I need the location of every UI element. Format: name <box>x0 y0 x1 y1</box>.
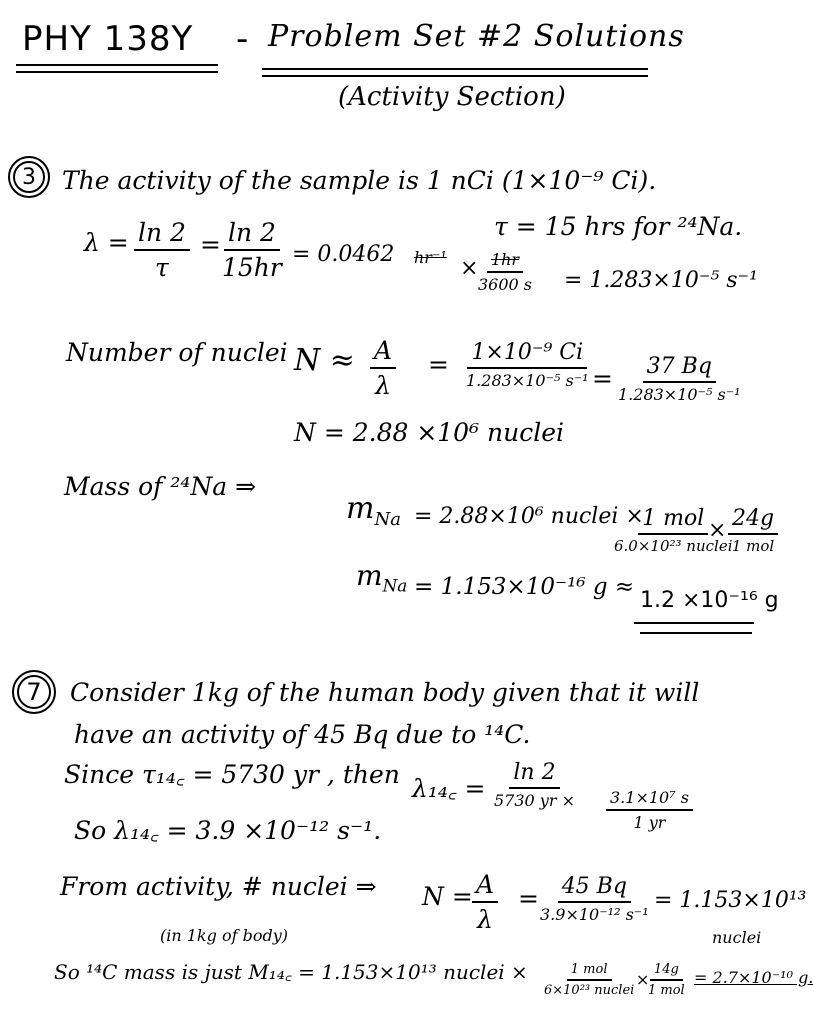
activity-over-lambda <box>466 340 589 390</box>
problem-3-number <box>8 156 50 198</box>
lambda-14c: λ₁₄꜀ = <box>412 774 486 803</box>
problem-7-number <box>12 670 56 714</box>
hour-to-seconds-fraction <box>478 250 532 294</box>
mass-label: Mass of ²⁴Na ⇒ <box>64 472 257 501</box>
equals-2: = <box>428 350 449 379</box>
m-na-result <box>356 559 408 596</box>
ln2-numerator-2: ln 2 <box>224 218 280 251</box>
mass-final-answer: 1.2 ×10⁻¹⁶ g <box>640 588 779 613</box>
since-tau: Since τ₁₄꜀ = 5730 yr , then <box>64 760 400 789</box>
problem-7-line-2: have an activity of 45 Bq due to ¹⁴C. <box>74 720 531 749</box>
ln2-numerator: ln 2 <box>134 218 190 251</box>
mass-value: = 1.153×10⁻¹⁶ g ≈ <box>414 574 635 600</box>
final-underline-1 <box>634 622 754 624</box>
lambda-symbol-2: λ <box>375 371 391 400</box>
activity-ci: 1×10⁻⁹ Ci <box>467 340 587 369</box>
course-underline-2 <box>16 71 218 73</box>
mass-expression: = 2.88×10⁶ nuclei × <box>414 504 644 529</box>
equals-7: = <box>518 884 539 913</box>
ln2-14c: ln 2 <box>509 760 559 789</box>
half-life-yr: 5730 yr × <box>494 791 575 810</box>
A-over-lambda <box>370 336 396 400</box>
carbon-mass-expression: So ¹⁴C mass is just M₁₄꜀ = 1.153×10¹³ nuclei × <box>54 960 528 984</box>
problem-7-line-1: Consider 1kg of the human body given that it will <box>70 678 700 707</box>
one-mol-7: 1 mol <box>567 962 612 981</box>
lambda-value-7: 3.9×10⁻¹² s⁻¹ <box>540 905 649 924</box>
N-equals: N = <box>422 882 473 911</box>
number-of-nuclei-label: Number of nuclei <box>66 338 288 367</box>
course-underline-1 <box>16 64 218 66</box>
avogadro-7: 6×10²³ nuclei <box>544 983 635 998</box>
page-title: Problem Set #2 Solutions <box>268 19 685 54</box>
one-year: 1 yr <box>633 813 666 832</box>
times-7: × <box>636 970 650 989</box>
lambda-fraction-2 <box>222 218 282 282</box>
A-symbol-7: A <box>472 870 498 903</box>
lambda-value-2: 1.283×10⁻⁵ s⁻¹ <box>618 385 741 404</box>
per-mol-7: 1 mol <box>648 983 685 998</box>
A-over-lambda-7 <box>472 870 498 934</box>
header-dash: - <box>236 19 250 59</box>
m-result-symbol: m <box>356 559 383 592</box>
problem-3-number-text: 3 <box>22 164 36 190</box>
lambda-symbol: λ = <box>84 228 129 257</box>
seconds-3600: 3600 s <box>478 275 533 294</box>
lambda-fraction-1 <box>134 218 190 282</box>
na-subscript: Na <box>374 509 401 530</box>
nuclei-result: = 1.153×10¹³ <box>654 888 807 913</box>
times-2: × <box>708 518 727 543</box>
lambda-14c-value: So λ₁₄꜀ = 3.9 ×10⁻¹² s⁻¹. <box>74 816 382 845</box>
N-approx: N ≈ <box>294 343 355 378</box>
nuclei-label: nuclei <box>712 928 762 947</box>
problem-7-number-text: 7 <box>26 678 42 706</box>
lambda-value-seconds: = 1.283×10⁻⁵ s⁻¹ <box>564 268 758 293</box>
A-symbol: A <box>370 336 396 369</box>
from-activity: From activity, # nuclei ⇒ <box>60 872 377 901</box>
24g: 24g <box>728 506 778 535</box>
m-na <box>346 491 401 530</box>
m-result-subscript: Na <box>382 575 408 596</box>
seconds-per-year <box>606 788 693 832</box>
mol-over-avogadro-7 <box>544 962 634 998</box>
lambda-symbol-7: λ <box>477 905 493 934</box>
lambda-value-1: 1.283×10⁻⁵ s⁻¹ <box>466 371 589 390</box>
equals-1: = <box>200 230 221 259</box>
N-result: N = 2.88 ×10⁶ nuclei <box>294 418 565 447</box>
lambda-14c-fraction <box>494 760 575 810</box>
grams-per-mol-7 <box>648 962 685 998</box>
one-mol: 1 mol <box>638 506 708 535</box>
times-1: × <box>460 256 479 281</box>
course-code: PHY 138Y <box>22 19 194 59</box>
m-symbol: m <box>346 491 375 526</box>
in-1kg-of-body: (in 1kg of body) <box>160 926 288 945</box>
lambda-value-hr: = 0.0462 <box>292 242 395 267</box>
one-hour: 1hr <box>487 250 523 273</box>
problem-3-intro: The activity of the sample is 1 nCi (1×10⁻⁹ Ci). <box>62 166 657 195</box>
bq-over-lambda <box>618 354 741 404</box>
grams-per-mol <box>728 506 778 555</box>
activity-bq: 37 Bq <box>643 354 716 383</box>
problem-3-halflife: τ = 15 hrs for ²⁴Na. <box>494 212 743 241</box>
14g: 14g <box>650 962 683 981</box>
final-underline-2 <box>640 632 752 634</box>
tau-denominator: τ <box>155 253 169 282</box>
seconds-value: 3.1×10⁷ s <box>606 788 693 811</box>
title-underline-2 <box>262 75 648 77</box>
unit-per-hour: hr⁻¹ <box>414 248 447 267</box>
bq-45: 45 Bq <box>558 874 631 903</box>
per-mol: 1 mol <box>731 537 775 555</box>
avogadro: 6.0×10²³ nuclei <box>614 537 733 555</box>
bq-over-lambda-7 <box>540 874 649 924</box>
fifteen-hr: 15hr <box>222 253 282 282</box>
equals-3: = <box>592 364 613 393</box>
page-subtitle: (Activity Section) <box>338 82 566 112</box>
carbon-mass-final: = 2.7×10⁻¹⁰ g. <box>694 968 813 987</box>
title-underline-1 <box>262 68 648 70</box>
